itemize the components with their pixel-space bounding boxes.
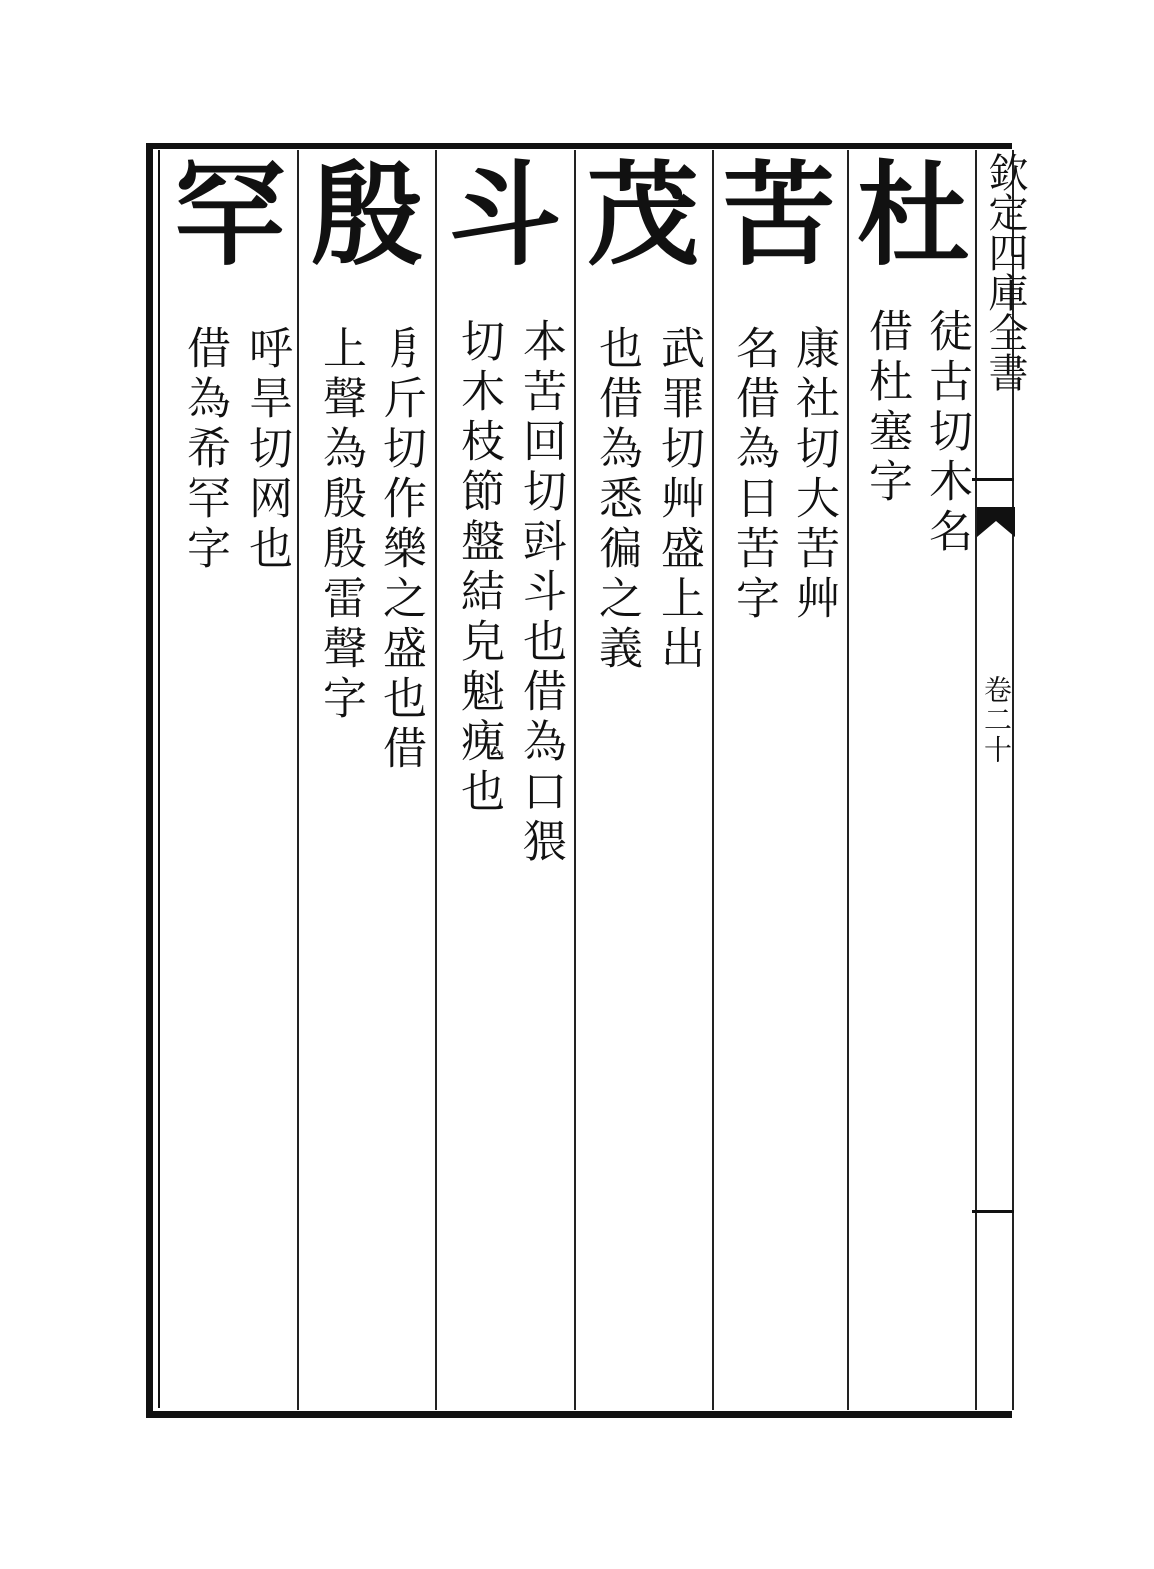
commentary-line: 名借為日苦字 [728,325,779,625]
commentary-line: 切木枝節盤結皃魁瘣也 [453,318,504,818]
frame-bottom-border [146,1411,1012,1418]
frame-left-border [146,143,153,1418]
commentary-line: 武罪切艸盛上出 [653,325,704,675]
commentary-line: 康社切大苦艸 [788,325,839,625]
commentary-line: 上聲為殷殷雷聲字 [315,325,366,725]
commentary-line: 也借為悉徧之義 [591,325,642,675]
seal-script-glyph: 苦 [723,150,835,281]
column-rule [975,150,977,1410]
seal-script-glyph: 罕 [174,150,286,281]
commentary-line: 借為希罕字 [179,325,230,575]
seal-script-glyph: 斗 [449,150,561,281]
column-rule [712,150,714,1410]
commentary-line: 呼旱切网也 [241,325,292,575]
frame-left-inner-border [158,150,160,1408]
commentary-line: 㐆斤切作樂之盛也借 [375,325,426,775]
commentary-line: 借杜塞字 [861,308,912,508]
frame-top-border [146,143,1012,149]
volume-number: 卷二十 [980,675,1013,765]
seal-script-glyph: 殷 [311,150,423,281]
column-rule [435,150,437,1410]
column-rule [847,150,849,1410]
seal-script-glyph: 茂 [587,150,699,281]
commentary-line: 本苦回切㪷斗也借為口猥 [515,318,566,868]
column-rule [574,150,576,1410]
book-title: 欽定四庫全書 [982,152,1028,392]
margin-divider [972,478,1014,481]
margin-divider [972,1210,1014,1213]
column-rule [297,150,299,1410]
commentary-line: 徒古切木名 [921,308,972,558]
seal-script-glyph: 杜 [857,150,969,281]
fish-tail-ornament-icon [975,505,1017,539]
